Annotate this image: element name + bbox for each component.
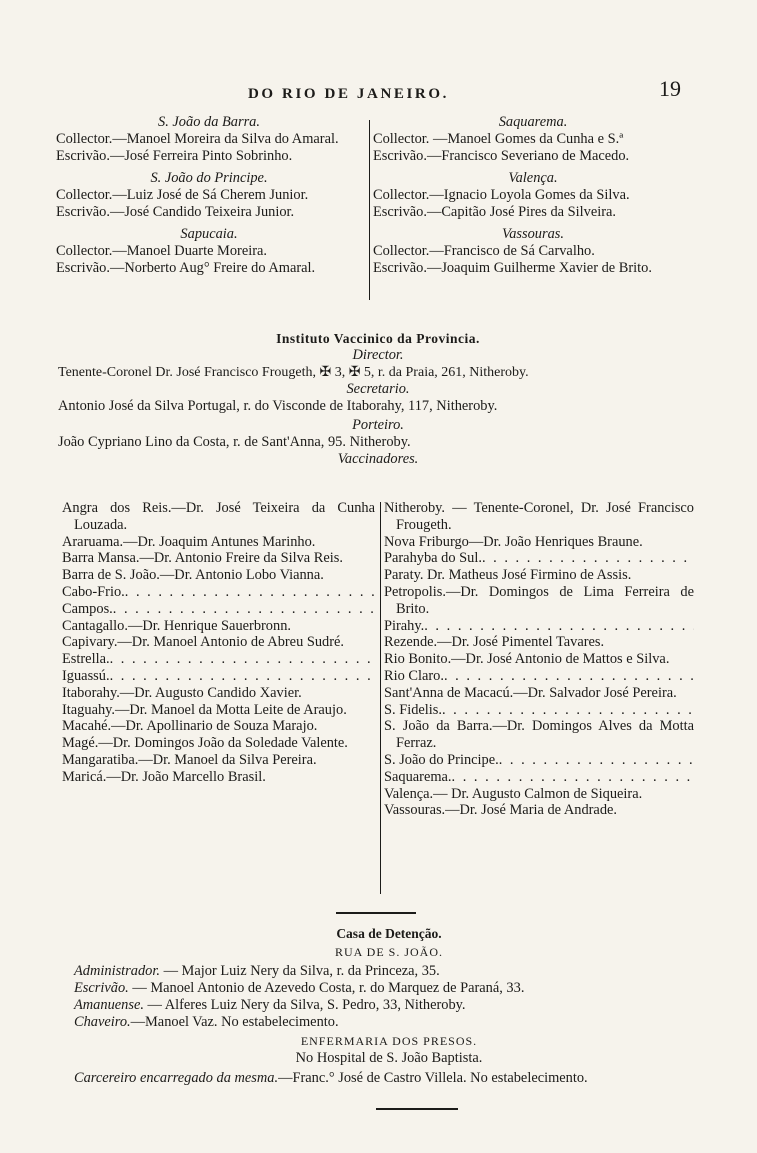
- porteiro-text: João Cypriano Lino da Costa, r. de Sant'Anna, 95. Nitheroby.: [58, 434, 411, 450]
- vaccinador-entry: Maricá.—Dr. João Marcello Brasil.: [62, 768, 266, 785]
- vaccinador-entry: Barra Mansa.—Dr. Antonio Freire da Silva Reis.: [62, 550, 343, 567]
- escrivao-entry: Escrivão.—Capitão José Pires da Silveira.: [373, 204, 616, 220]
- heading-valenca: Valença.: [508, 170, 558, 186]
- director-label: Director.: [352, 347, 404, 363]
- vaccinador-entry: Nova Friburgo—Dr. João Henriques Braune.: [384, 533, 643, 550]
- vaccinador-entry: Capivary.—Dr. Manoel Antonio de Abreu Sudré.: [62, 634, 345, 651]
- running-title: DO RIO DE JANEIRO.: [248, 86, 449, 102]
- instituto-title: Instituto Vaccinico da Provincia.: [276, 331, 480, 346]
- vaccinadores-right-column: [384, 500, 694, 819]
- collector-entry: Collector. —Manoel Gomes da Cunha e S.ª: [373, 131, 624, 147]
- vaccinador-entry: Barra de S. João.—Dr. Antonio Lobo Vianna.: [62, 567, 324, 584]
- heading-sao-joao-da-barra: S. João da Barra.: [158, 114, 260, 130]
- section-rule: [336, 912, 416, 914]
- vaccinador-entry: Macahé.—Dr. Apollinario de Souza Marajo.: [62, 718, 318, 735]
- vaccinadores-section: [0, 500, 757, 900]
- collector-entry: Collector.—Ignacio Loyola Gomes da Silva.: [373, 187, 630, 203]
- vaccinador-entry: Sant'Anna de Macacú.—Dr. Salvador José Pereira.: [384, 684, 677, 701]
- vaccinadores-divider: [380, 502, 381, 894]
- escrivao-detencao-entry: Escrivão. — Manoel Antonio de Azevedo Costa, r. do Marquez de Paraná, 33.: [74, 980, 525, 996]
- vaccinador-entry: Magé.—Dr. Domingos João da Soledade Valente.: [62, 735, 348, 752]
- secretario-label: Secretario.: [346, 381, 410, 397]
- vaccinador-entry: Valença.— Dr. Augusto Calmon de Siqueira.: [384, 785, 643, 802]
- column-divider: [369, 120, 370, 300]
- escrivao-entry: Escrivão.—Norberto Aug° Freire do Amaral.: [56, 260, 316, 276]
- page-header: [0, 76, 757, 108]
- heading-sao-joao-do-principe: S. João do Principe.: [150, 170, 268, 186]
- vaccinador-entry: Pirahy. . . .: [384, 618, 694, 635]
- carcereiro-entry: Carcereiro encarregado da mesma.—Franc.° José de Castro Villela. No estabelecimento.: [74, 1070, 588, 1086]
- vaccinadores-left-column: [62, 500, 375, 786]
- heading-sapucaia: Sapucaia.: [180, 226, 238, 242]
- vaccinador-entry: Araruama.—Dr. Joaquim Antunes Marinho.: [62, 533, 316, 550]
- collector-entry: Collector.—Francisco de Sá Carvalho.: [373, 243, 595, 259]
- vaccinador-entry: Saquarema. . . .: [384, 769, 694, 786]
- closing-rule: [376, 1108, 458, 1110]
- vaccinadores-label: Vaccinadores.: [337, 451, 419, 467]
- enfermaria-title: ENFERMARIA DOS PRESOS.: [300, 1034, 478, 1048]
- vaccinador-entry: Campos. . . .: [62, 601, 375, 618]
- escrivao-entry: Escrivão.—José Candido Teixeira Junior.: [56, 204, 295, 220]
- vaccinador-entry: Nitheroby. — Tenente-Coronel, Dr. José Francisco Frougeth.: [384, 500, 694, 533]
- detencao-title: Casa de Detenção.: [336, 926, 442, 941]
- detencao-block: [74, 925, 704, 1087]
- escrivao-entry: Escrivão.—Francisco Severiano de Macedo.: [373, 148, 630, 164]
- vaccinador-entry: Rio Claro. . . .: [384, 668, 694, 685]
- chaveiro-entry: Chaveiro.—Manoel Vaz. No estabelecimento.: [74, 1014, 339, 1030]
- vaccinador-entry: Petropolis.—Dr. Domingos de Lima Ferreira de Brito.: [384, 583, 694, 617]
- heading-vassouras: Vassouras.: [502, 226, 564, 242]
- vaccinador-entry: S. João da Barra.—Dr. Domingos Alves da Motta Ferraz.: [384, 718, 694, 752]
- vaccinador-entry: Angra dos Reis.—Dr. José Teixeira da Cunha Louzada.: [62, 500, 375, 533]
- enfermaria-location: No Hospital de S. João Baptista.: [295, 1050, 483, 1066]
- vaccinador-entry: Itaborahy.—Dr. Augusto Candido Xavier.: [62, 684, 302, 701]
- vaccinador-entry: Itaguahy.—Dr. Manoel da Motta Leite de Araujo.: [62, 701, 347, 718]
- vaccinador-entry: Parahyba do Sul. . . .: [384, 550, 694, 567]
- secretario-text: Antonio José da Silva Portugal, r. do Visconde de Itaborahy, 117, Nitheroby.: [58, 398, 498, 414]
- porteiro-label: Porteiro.: [352, 417, 404, 433]
- vaccinador-entry: Vassouras.—Dr. José Maria de Andrade.: [384, 802, 617, 819]
- escrivao-entry: Escrivão.—José Ferreira Pinto Sobrinho.: [56, 148, 293, 164]
- collectors-left-column: [56, 114, 362, 277]
- collectors-right-column: [373, 114, 693, 277]
- vaccinador-entry: S. João do Principe. . . .: [384, 752, 694, 769]
- vaccinador-entry: Paraty. Dr. Matheus José Firmino de Assis.: [384, 567, 632, 584]
- vaccinador-entry: Mangaratiba.—Dr. Manoel da Silva Pereira.: [62, 751, 317, 768]
- vaccinador-entry: S. Fidelis. . . .: [384, 702, 694, 719]
- collector-entry: Collector.—Manoel Moreira da Silva do Amaral.: [56, 131, 339, 147]
- instituto-block: [58, 330, 698, 468]
- vaccinador-entry: Estrella. . . .: [62, 651, 375, 668]
- vaccinador-entry: Iguassú. . . .: [62, 668, 375, 685]
- heading-saquarema: Saquarema.: [498, 114, 568, 130]
- collectors-section: [0, 114, 757, 304]
- amanuense-entry: Amanuense. — Alferes Luiz Nery da Silva, S. Pedro, 33, Nitheroby.: [74, 997, 466, 1013]
- vaccinador-entry: Cantagallo.—Dr. Henrique Sauerbronn.: [62, 617, 291, 634]
- vaccinador-entry: Rezende.—Dr. José Pimentel Tavares.: [384, 634, 605, 651]
- vaccinador-entry: Rio Bonito.—Dr. José Antonio de Mattos e Silva.: [384, 651, 670, 668]
- collector-entry: Collector.—Luiz José de Sá Cherem Junior.: [56, 187, 309, 203]
- page-number: 19: [659, 76, 681, 101]
- escrivao-entry: Escrivão.—Joaquim Guilherme Xavier de Brito.: [373, 260, 652, 276]
- collector-entry: Collector.—Manoel Duarte Moreira.: [56, 243, 267, 259]
- detencao-address: RUA DE S. JOÃO.: [334, 945, 443, 959]
- director-text: Tenente-Coronel Dr. José Francisco Frougeth, ✠ 3, ✠ 5, r. da Praia, 261, Nitheroby.: [58, 365, 529, 380]
- vaccinador-entry: Cabo-Frio. . . .: [62, 584, 375, 601]
- administrador-entry: Administrador. — Major Luiz Nery da Silva, r. da Princeza, 35.: [74, 963, 440, 979]
